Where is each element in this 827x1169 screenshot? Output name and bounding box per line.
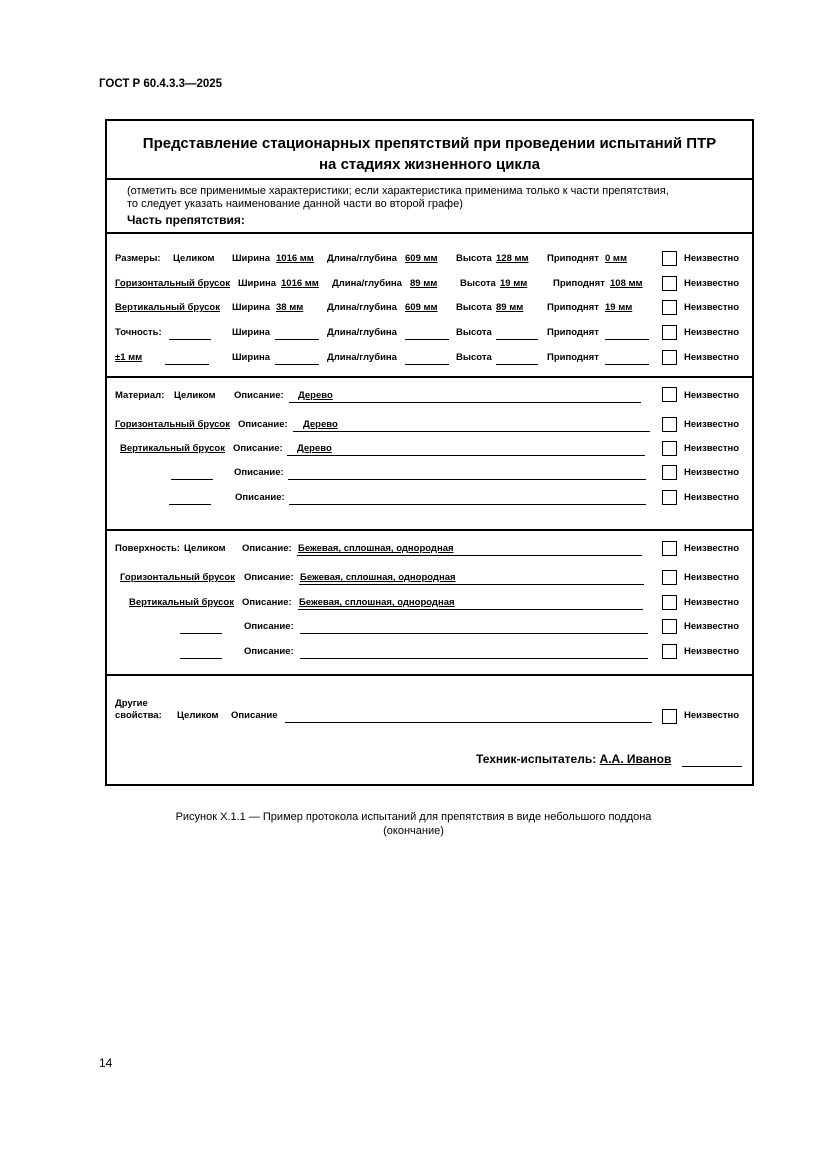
height-label: Высота [456,302,492,313]
unknown-checkbox[interactable] [662,325,677,340]
material-part-label: Горизонтальный брусок [115,419,230,430]
description-line[interactable] [297,555,642,556]
length-label: Длина/глубина [327,327,397,338]
surface-part-blank[interactable] [180,658,222,659]
material-divider [107,529,752,531]
unknown-label: Неизвестно [684,253,740,264]
surface-scope: Целиком [184,543,226,554]
dimensions-part-label: Вертикальный брусок [115,302,220,313]
unknown-label: Неизвестно [684,710,740,721]
test-protocol-form [105,119,754,786]
unknown-label: Неизвестно [684,327,740,338]
unknown-label: Неизвестно [684,572,740,583]
length-blank[interactable] [405,364,449,365]
description-label: Описание: [242,543,292,554]
unknown-label: Неизвестно [684,419,740,430]
hint-line1: (отметить все применимые характеристики; если характеристика применима только к части препятствия, [127,185,669,197]
height-blank[interactable] [496,339,538,340]
part-label: Часть препятствия: [127,213,245,227]
length-label: Длина/глубина [332,278,402,289]
unknown-label: Неизвестно [684,621,740,632]
accuracy-value[interactable]: ±1 мм [115,352,143,363]
material-part-label: Вертикальный брусок [120,443,225,454]
description-line[interactable] [288,479,646,480]
unknown-label: Неизвестно [684,646,740,657]
height-blank[interactable] [496,364,538,365]
length-label: Длина/глубина [327,302,397,313]
standard-number: ГОСТ Р 60.4.3.3—2025 [99,78,223,90]
caption-line1: Рисунок X.1.1 — Пример протокола испытаний для препятствия в виде небольшого поддона [175,811,652,823]
height-label: Высота [456,253,492,264]
height-value[interactable]: 128 мм [496,253,529,264]
length-value[interactable]: 609 мм [405,253,438,264]
surface-label: Поверхность: [115,543,180,554]
description-line[interactable] [285,722,652,723]
form-title [107,133,752,175]
description-line[interactable] [299,584,644,585]
width-label: Ширина [232,253,271,264]
height-label: Высота [460,278,496,289]
unknown-label: Неизвестно [684,302,740,313]
raised-label: Приподнят [553,278,605,289]
raised-value[interactable]: 0 мм [605,253,627,264]
unknown-label: Неизвестно [684,443,740,454]
description-line[interactable] [293,431,650,432]
width-label: Ширина [232,327,271,338]
unknown-checkbox[interactable] [662,709,677,724]
unknown-label: Неизвестно [684,352,740,363]
raised-label: Приподнят [547,327,599,338]
technician-name[interactable]: А.А. Иванов [599,752,672,766]
unknown-checkbox[interactable] [662,541,677,556]
other-label-line2: свойства: [115,710,162,721]
description-line[interactable] [298,609,643,610]
figure-caption [0,810,827,838]
accuracy-extra-blank[interactable] [165,364,209,365]
material-part-blank[interactable] [171,479,213,480]
surface-part-label: Горизонтальный брусок [120,572,235,583]
width-value[interactable]: 1016 мм [281,278,319,289]
form-title-line1: Представление стационарных препятствий при проведении испытаний ПТР [142,135,717,152]
unknown-checkbox[interactable] [662,644,677,659]
caption-line2: (окончание) [383,825,444,837]
material-value[interactable]: Дерево [298,390,333,401]
description-line[interactable] [300,658,648,659]
width-value[interactable]: 1016 мм [276,253,314,264]
hint-line2: то следует указать наименование данной части во второй графе) [127,198,463,210]
dimensions-scope: Целиком [173,253,215,264]
description-label: Описание: [235,492,285,503]
unknown-checkbox[interactable] [662,490,677,505]
dimensions-divider [107,376,752,378]
description-label: Описание: [234,390,284,401]
length-label: Длина/глубина [327,253,397,264]
height-value[interactable]: 19 мм [500,278,528,289]
description-label: Описание: [244,646,294,657]
unknown-checkbox[interactable] [662,387,677,402]
accuracy-label: Точность: [115,327,162,338]
unknown-checkbox[interactable] [662,300,677,315]
height-label: Высота [456,352,492,363]
accuracy-blank[interactable] [169,339,211,340]
length-blank[interactable] [405,339,449,340]
length-label: Длина/глубина [327,352,397,363]
description-line[interactable] [289,504,646,505]
width-label: Ширина [232,352,271,363]
length-value[interactable]: 89 мм [410,278,438,289]
unknown-label: Неизвестно [684,278,740,289]
unknown-label: Неизвестно [684,597,740,608]
raised-label: Приподнят [547,302,599,313]
raised-blank[interactable] [605,364,649,365]
unknown-label: Неизвестно [684,492,740,503]
dimensions-part-label: Горизонтальный брусок [115,278,230,289]
form-title-line2: на стадиях жизненного цикла [319,156,540,173]
unknown-checkbox[interactable] [662,595,677,610]
surface-value[interactable]: Бежевая, сплошная, однородная [299,597,455,608]
material-value[interactable]: Дерево [297,443,332,454]
material-label: Материал: [115,390,165,401]
height-value[interactable]: 89 мм [496,302,524,313]
description-label: Описание [231,710,278,721]
raised-label: Приподнят [547,253,599,264]
title-divider [107,178,752,180]
unknown-checkbox[interactable] [662,465,677,480]
technician-signature [476,752,671,766]
dimensions-label: Размеры: [115,253,161,264]
height-label: Высота [456,327,492,338]
surface-value[interactable]: Бежевая, сплошная, однородная [300,572,456,583]
length-value[interactable]: 609 мм [405,302,438,313]
description-label: Описание: [234,467,284,478]
surface-value[interactable]: Бежевая, сплошная, однородная [298,543,454,554]
unknown-checkbox[interactable] [662,350,677,365]
width-blank[interactable] [275,364,319,365]
surface-part-label: Вертикальный брусок [129,597,234,608]
description-label: Описание: [244,572,294,583]
description-label: Описание: [233,443,283,454]
description-label: Описание: [244,621,294,632]
description-label: Описание: [238,419,288,430]
description-line[interactable] [289,402,641,403]
other-scope: Целиком [177,710,219,721]
raised-value[interactable]: 108 мм [610,278,643,289]
width-blank[interactable] [275,339,319,340]
surface-part-blank[interactable] [180,633,222,634]
unknown-label: Неизвестно [684,467,740,478]
raised-value[interactable]: 19 мм [605,302,633,313]
form-hint [127,185,669,211]
unknown-checkbox[interactable] [662,619,677,634]
width-value[interactable]: 38 мм [276,302,304,313]
width-label: Ширина [238,278,277,289]
unknown-checkbox[interactable] [662,441,677,456]
other-properties-label [115,698,162,722]
width-label: Ширина [232,302,271,313]
surface-divider [107,674,752,676]
raised-label: Приподнят [547,352,599,363]
signature-line[interactable] [682,766,742,767]
description-label: Описание: [242,597,292,608]
unknown-label: Неизвестно [684,543,740,554]
unknown-checkbox[interactable] [662,570,677,585]
material-value[interactable]: Дерево [303,419,338,430]
raised-blank[interactable] [605,339,649,340]
unknown-checkbox[interactable] [662,417,677,432]
material-scope: Целиком [174,390,216,401]
part-divider [107,232,752,234]
technician-label: Техник-испытатель: [476,752,597,766]
other-label-line1: Другие [115,698,148,709]
unknown-checkbox[interactable] [662,251,677,266]
material-part-blank[interactable] [169,504,211,505]
unknown-label: Неизвестно [684,390,740,401]
unknown-checkbox[interactable] [662,276,677,291]
description-line[interactable] [300,633,648,634]
page-number: 14 [99,1056,113,1070]
description-line[interactable] [287,455,645,456]
